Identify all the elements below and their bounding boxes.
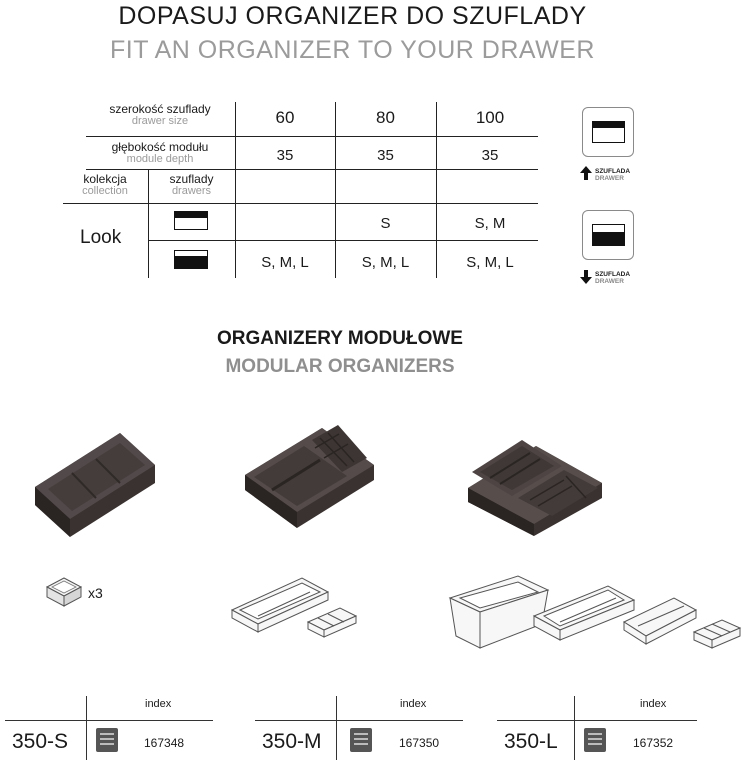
page-title: DOPASUJ ORGANIZER DO SZUFLADY <box>118 2 587 30</box>
model-350-s: 350-S <box>12 730 69 753</box>
compatibility-table <box>0 100 545 280</box>
index-code: 167350 <box>399 736 440 750</box>
arrow-up-icon <box>580 166 592 180</box>
organizer-l-photo <box>466 428 606 538</box>
insert-set-m-drawing <box>230 570 360 640</box>
model-350-l: 350-L <box>504 730 558 753</box>
upper-100: S, M <box>474 215 506 232</box>
width-80: 80 <box>376 108 395 127</box>
square-insert-icon <box>44 575 84 609</box>
organizer-s-photo <box>30 425 160 540</box>
depth-100: 35 <box>481 147 499 164</box>
drawer-width-label: szerokość szuflady drawer size <box>109 102 211 127</box>
index-code: 167352 <box>633 736 674 750</box>
index-label: index <box>640 698 667 710</box>
section-title: ORGANIZERY MODUŁOWE <box>217 328 463 349</box>
depth-80: 35 <box>377 147 394 164</box>
organizer-m-photo <box>242 420 377 530</box>
upper-80: S <box>380 215 391 232</box>
document-icon <box>584 728 606 752</box>
lower-60: S, M, L <box>261 254 309 271</box>
drawer-upper-badge-icon <box>582 107 634 157</box>
document-icon <box>350 728 372 752</box>
document-icon <box>96 728 118 752</box>
collection-look: Look <box>80 227 122 248</box>
index-label: index <box>145 698 172 710</box>
index-code: 167348 <box>144 736 185 750</box>
drawer-upper-icon <box>174 211 208 230</box>
depth-60: 35 <box>276 147 294 164</box>
model-350-m: 350-M <box>262 730 322 753</box>
arrow-down-icon <box>580 270 592 284</box>
index-label: index <box>400 698 427 710</box>
drawer-lower-icon <box>174 250 208 269</box>
badge-upper-caption: SZUFLADA DRAWER <box>595 168 631 182</box>
drawers-header: szuflady drawers <box>169 172 214 197</box>
page-subtitle: FIT AN ORGANIZER TO YOUR DRAWER <box>109 36 595 64</box>
quantity-x3: x3 <box>88 585 103 601</box>
module-depth-label: głębokość modułu module depth <box>111 140 209 165</box>
width-100: 100 <box>475 108 505 127</box>
section-subtitle: MODULAR ORGANIZERS <box>225 356 455 377</box>
lower-100: S, M, L <box>466 254 514 271</box>
collection-header: kolekcja collection <box>82 172 128 197</box>
width-60: 60 <box>275 108 295 127</box>
insert-set-l-drawing <box>448 570 743 652</box>
badge-lower-caption: SZUFLADA DRAWER <box>595 271 631 285</box>
drawer-lower-badge-icon <box>582 210 634 260</box>
lower-80: S, M, L <box>361 254 410 271</box>
